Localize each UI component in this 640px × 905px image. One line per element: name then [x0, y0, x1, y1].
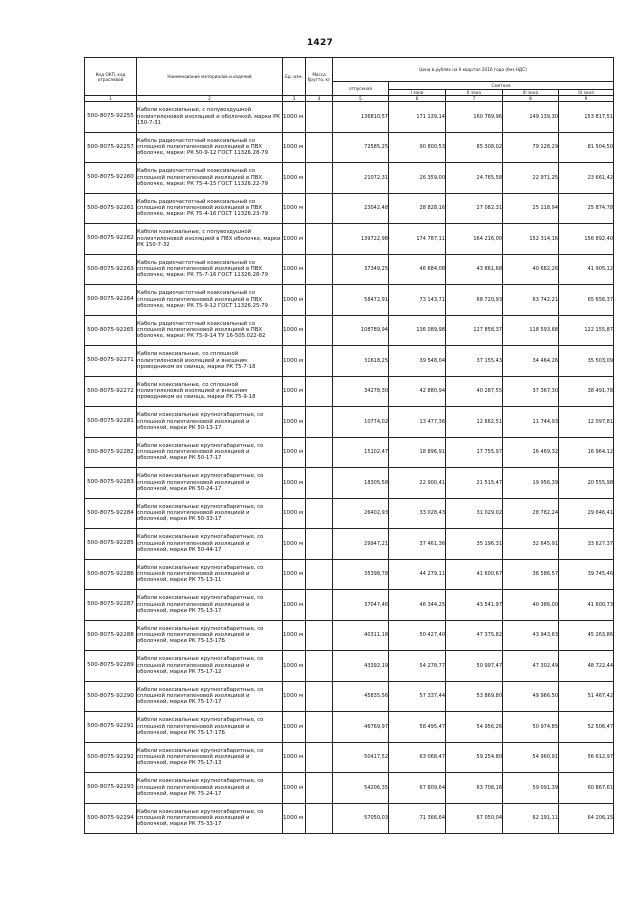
item-mass	[306, 773, 333, 804]
item-name-text: Кабели коаксиальные крупногабаритные, со сплошной полиэтиленовой изоляцией и оболочкой, марки РК 75-24-17	[137, 778, 264, 797]
item-code: 500-8075-92272	[85, 376, 137, 407]
zone-4-price: 35 503,09	[559, 346, 614, 377]
header-unit: Ед. изм.	[283, 58, 306, 96]
item-mass	[306, 163, 333, 194]
zone-2-price: 85 308,02	[446, 132, 503, 163]
item-name-text: Кабели коаксиальные крупногабаритные, со сплошной полиэтиленовой изоляцией и оболочкой, марки РК 50-13-17	[137, 412, 264, 431]
item-mass	[306, 254, 333, 285]
header-zone-2: II зона	[446, 90, 503, 96]
zone-2-price: 63 708,16	[446, 773, 503, 804]
zone-4-price: 48 722,44	[559, 651, 614, 682]
item-name-text: Кабель радиочастотный коаксиальный со сплошной полиэтиленовой изоляцией в ПВХ оболочке, марки: РК 75-9-14 ТУ 16-505.022-82	[137, 320, 266, 340]
zone-2-price: 31 029,02	[446, 498, 503, 529]
release-price: 57050,03	[333, 803, 389, 834]
item-unit: 1000 м	[283, 498, 306, 529]
zone-1-price: 28 828,16	[389, 193, 446, 224]
zone-4-price: 33 627,37	[559, 529, 614, 560]
table-row	[85, 163, 614, 194]
zone-1-price: 136 089,98	[389, 315, 446, 346]
zone-2-price: 53 869,80	[446, 681, 503, 712]
item-name-text: Кабели коаксиальные, со сплошной полиэтиленовой изоляцией и внешним проводником из свинца, марки РК 75-7-18	[137, 351, 256, 370]
item-mass	[306, 224, 333, 255]
item-code: 500-8075-92284	[85, 498, 137, 529]
item-mass	[306, 132, 333, 163]
zone-2-price: 59 254,80	[446, 742, 503, 773]
zone-1-price: 13 477,36	[389, 407, 446, 438]
zone-2-price: 27 082,31	[446, 193, 503, 224]
table-row	[85, 712, 614, 743]
item-name-text: Кабели коаксиальные крупногабаритные, со сплошной полиэтиленовой изоляцией и оболочкой, марки РК 75-17-17Б	[137, 717, 264, 736]
zone-1-price: 71 366,64	[389, 803, 446, 834]
release-price: 18305,58	[333, 468, 389, 499]
item-name	[137, 803, 283, 834]
zone-2-price: 47 375,82	[446, 620, 503, 651]
release-price: 29947,21	[333, 529, 389, 560]
zone-3-price: 118 593,68	[503, 315, 559, 346]
zone-3-price: 34 464,26	[503, 346, 559, 377]
item-name	[137, 376, 283, 407]
header-release: отпускная	[333, 82, 389, 96]
item-unit: 1000 м	[283, 773, 306, 804]
zone-4-price: 41 600,73	[559, 590, 614, 621]
item-code: 500-8075-92286	[85, 559, 137, 590]
item-code: 500-8075-92287	[85, 590, 137, 621]
table-row	[85, 254, 614, 285]
item-name-text: Кабель радиочастотный коаксиальный со сплошной полиэтиленовой изоляцией в ПВХ оболочке, марки: РК 50-9-12 ГОСТ 11326.28-79	[137, 137, 268, 157]
item-code: 500-8075-92285	[85, 529, 137, 560]
item-mass	[306, 285, 333, 316]
item-name-text: Кабель радиочастотный коаксиальный со сплошной полиэтиленовой изоляцией в ПВХ оболочке, марки: РК 75-7-16 ГОСТ 11326.28-79	[137, 259, 268, 279]
zone-3-price: 47 302,49	[503, 651, 559, 682]
zone-3-price: 43 943,63	[503, 620, 559, 651]
zone-3-price: 62 191,11	[503, 803, 559, 834]
zone-2-price: 160 769,96	[446, 102, 503, 133]
zone-3-price: 38 586,57	[503, 559, 559, 590]
item-code: 500-8075-92271	[85, 346, 137, 377]
page-number: 1427	[306, 38, 334, 48]
zone-1-price: 46 684,08	[389, 254, 446, 285]
zone-1-price: 26 359,00	[389, 163, 446, 194]
zone-1-price: 33 028,43	[389, 498, 446, 529]
zone-1-price: 39 548,04	[389, 346, 446, 377]
item-name	[137, 193, 283, 224]
price-table	[84, 57, 614, 834]
item-unit: 1000 м	[283, 468, 306, 499]
zone-4-price: 20 555,98	[559, 468, 614, 499]
zone-4-price: 23 661,42	[559, 163, 614, 194]
item-name	[137, 620, 283, 651]
item-unit: 1000 м	[283, 376, 306, 407]
zone-2-price: 164 216,00	[446, 224, 503, 255]
zone-2-price: 43 541,97	[446, 590, 503, 621]
table-row	[85, 529, 614, 560]
release-price: 108789,94	[333, 315, 389, 346]
zone-3-price: 40 386,00	[503, 590, 559, 621]
item-unit: 1000 м	[283, 681, 306, 712]
release-price: 136810,57	[333, 102, 389, 133]
zone-4-price: 156 892,40	[559, 224, 614, 255]
item-code: 500-8075-92264	[85, 285, 137, 316]
table-row	[85, 407, 614, 438]
release-price: 15102,47	[333, 437, 389, 468]
item-code: 500-8075-92281	[85, 407, 137, 438]
item-unit: 1000 м	[283, 254, 306, 285]
table-row	[85, 376, 614, 407]
zone-3-price: 37 367,30	[503, 376, 559, 407]
column-number: 6	[389, 96, 446, 102]
release-price: 54206,35	[333, 773, 389, 804]
item-name-text: Кабели коаксиальные крупногабаритные, со сплошной полиэтиленовой изоляцией и оболочкой, марки РК 75-13-17	[137, 595, 264, 614]
item-mass	[306, 712, 333, 743]
header-code: Код ОКП, код отраслевой	[85, 58, 137, 96]
item-unit: 1000 м	[283, 407, 306, 438]
zone-4-price: 122 155,87	[559, 315, 614, 346]
item-name	[137, 712, 283, 743]
release-price: 58472,91	[333, 285, 389, 316]
item-mass	[306, 102, 333, 133]
zone-1-price: 90 800,53	[389, 132, 446, 163]
zone-4-price: 52 506,47	[559, 712, 614, 743]
item-name	[137, 559, 283, 590]
table-row	[85, 742, 614, 773]
table-row	[85, 102, 614, 133]
item-name	[137, 742, 283, 773]
item-unit: 1000 м	[283, 437, 306, 468]
item-mass	[306, 376, 333, 407]
zone-3-price: 25 118,94	[503, 193, 559, 224]
table-row	[85, 437, 614, 468]
release-price: 72585,25	[333, 132, 389, 163]
item-unit: 1000 м	[283, 559, 306, 590]
zone-4-price: 81 504,50	[559, 132, 614, 163]
zone-2-price: 40 287,55	[446, 376, 503, 407]
item-code: 500-8075-92263	[85, 254, 137, 285]
item-code: 500-8075-92293	[85, 773, 137, 804]
zone-2-price: 50 997,47	[446, 651, 503, 682]
column-number: 4	[306, 96, 333, 102]
item-name-text: Кабели коаксиальные крупногабаритные, со сплошной полиэтиленовой изоляцией и оболочкой, марки РК 50-24-17	[137, 473, 264, 492]
zone-2-price: 37 155,43	[446, 346, 503, 377]
item-code: 500-8075-92255	[85, 102, 137, 133]
column-number: 1	[85, 96, 137, 102]
item-name	[137, 315, 283, 346]
table-row	[85, 681, 614, 712]
item-name-text: Кабели коаксиальные, с полувоздушной полиэтиленовой изоляцией в ПВХ оболочке, марки РК 150-7-32	[137, 229, 281, 248]
zone-3-price: 149 139,30	[503, 102, 559, 133]
item-code: 500-8075-92292	[85, 742, 137, 773]
item-mass	[306, 407, 333, 438]
zone-2-price: 12 662,51	[446, 407, 503, 438]
item-unit: 1000 м	[283, 803, 306, 834]
item-unit: 1000 м	[283, 193, 306, 224]
item-name	[137, 773, 283, 804]
table-row	[85, 620, 614, 651]
item-code: 500-8075-92262	[85, 224, 137, 255]
table-row	[85, 315, 614, 346]
zone-3-price: 59 091,39	[503, 773, 559, 804]
item-name	[137, 498, 283, 529]
zone-1-price: 42 880,94	[389, 376, 446, 407]
item-unit: 1000 м	[283, 285, 306, 316]
release-price: 37349,25	[333, 254, 389, 285]
zone-3-price: 79 128,29	[503, 132, 559, 163]
zone-1-price: 171 139,14	[389, 102, 446, 133]
zone-1-price: 73 143,71	[389, 285, 446, 316]
release-price: 31618,25	[333, 346, 389, 377]
zone-4-price: 60 867,61	[559, 773, 614, 804]
release-price: 139722,98	[333, 224, 389, 255]
item-unit: 1000 м	[283, 102, 306, 133]
zone-1-price: 44 279,11	[389, 559, 446, 590]
item-code: 500-8075-92289	[85, 651, 137, 682]
item-mass	[306, 651, 333, 682]
table-row	[85, 559, 614, 590]
release-price: 10774,02	[333, 407, 389, 438]
table-row	[85, 346, 614, 377]
item-unit: 1000 м	[283, 712, 306, 743]
column-number: 5	[333, 96, 389, 102]
item-code: 500-8075-92291	[85, 712, 137, 743]
item-name	[137, 285, 283, 316]
zone-4-price: 64 206,15	[559, 803, 614, 834]
item-mass	[306, 742, 333, 773]
zone-1-price: 58 495,47	[389, 712, 446, 743]
zone-1-price: 46 344,25	[389, 590, 446, 621]
item-name-text: Кабели коаксиальные крупногабаритные, со сплошной полиэтиленовой изоляцией и оболочкой, марки РК 75-17-13	[137, 747, 264, 767]
zone-4-price: 153 817,51	[559, 102, 614, 133]
header-estimate: Сметная	[389, 82, 614, 90]
item-unit: 1000 м	[283, 163, 306, 194]
table-row	[85, 590, 614, 621]
item-name-text: Кабели коаксиальные, со сплошной полиэтиленовой изоляцией и внешним проводником из свинца, марки РК 75-9-18	[137, 381, 256, 401]
zone-2-price: 68 720,93	[446, 285, 503, 316]
zone-4-price: 25 874,78	[559, 193, 614, 224]
item-mass	[306, 803, 333, 834]
zone-3-price: 63 742,21	[503, 285, 559, 316]
zone-1-price: 22 900,41	[389, 468, 446, 499]
item-mass	[306, 468, 333, 499]
header-zone-1: I зона	[389, 90, 446, 96]
item-name-text: Кабели коаксиальные крупногабаритные, со сплошной полиэтиленовой изоляцией и оболочкой, марки РК 75-33-17	[137, 808, 264, 828]
zone-3-price: 22 971,25	[503, 163, 559, 194]
item-mass	[306, 620, 333, 651]
zone-3-price: 11 744,93	[503, 407, 559, 438]
table-row	[85, 224, 614, 255]
zone-2-price: 17 755,97	[446, 437, 503, 468]
item-name	[137, 163, 283, 194]
zone-3-price: 54 960,91	[503, 742, 559, 773]
item-name-text: Кабели коаксиальные крупногабаритные, со сплошной полиэтиленовой изоляцией и оболочкой, марки РК 75-17-17	[137, 686, 264, 706]
column-number: 3	[283, 96, 306, 102]
zone-1-price: 54 278,77	[389, 651, 446, 682]
release-price: 34278,30	[333, 376, 389, 407]
zone-4-price: 39 745,46	[559, 559, 614, 590]
item-name-text: Кабели коаксиальные крупногабаритные, со сплошной полиэтиленовой изоляцией и оболочкой, марки РК 75-13-11	[137, 564, 264, 584]
release-price: 21072,31	[333, 163, 389, 194]
item-unit: 1000 м	[283, 346, 306, 377]
item-unit: 1000 м	[283, 132, 306, 163]
item-unit: 1000 м	[283, 529, 306, 560]
item-name	[137, 529, 283, 560]
table-row	[85, 132, 614, 163]
zone-2-price: 21 515,47	[446, 468, 503, 499]
zone-4-price: 65 656,37	[559, 285, 614, 316]
zone-4-price: 16 964,12	[559, 437, 614, 468]
zone-2-price: 35 196,31	[446, 529, 503, 560]
item-unit: 1000 м	[283, 590, 306, 621]
table-row	[85, 468, 614, 499]
release-price: 46769,97	[333, 712, 389, 743]
item-name	[137, 346, 283, 377]
item-name	[137, 102, 283, 133]
table-row	[85, 193, 614, 224]
item-code: 500-8075-92290	[85, 681, 137, 712]
release-price: 40311,18	[333, 620, 389, 651]
header-price-group: Цена в рублях на II квартал 2016 года (без НДС)	[333, 58, 614, 82]
item-name-text: Кабели коаксиальные, с полувоздушной полиэтиленовой изоляцией и оболочкой, марки РК 150-7-31	[137, 107, 281, 126]
table-row	[85, 773, 614, 804]
zone-4-price: 41 905,12	[559, 254, 614, 285]
column-number: 8	[503, 96, 559, 102]
item-name	[137, 681, 283, 712]
item-code: 500-8075-92288	[85, 620, 137, 651]
zone-2-price: 54 956,26	[446, 712, 503, 743]
zone-3-price: 152 314,16	[503, 224, 559, 255]
release-price: 37047,46	[333, 590, 389, 621]
item-name	[137, 254, 283, 285]
item-name	[137, 407, 283, 438]
zone-1-price: 57 337,44	[389, 681, 446, 712]
item-code: 500-8075-92283	[85, 468, 137, 499]
zone-4-price: 56 612,97	[559, 742, 614, 773]
release-price: 43392,19	[333, 651, 389, 682]
item-unit: 1000 м	[283, 620, 306, 651]
release-price: 26402,93	[333, 498, 389, 529]
item-name	[137, 224, 283, 255]
item-mass	[306, 681, 333, 712]
column-number: 9	[559, 96, 614, 102]
zone-3-price: 28 782,24	[503, 498, 559, 529]
item-code: 500-8075-92282	[85, 437, 137, 468]
zone-2-price: 41 600,67	[446, 559, 503, 590]
table-row	[85, 651, 614, 682]
item-mass	[306, 346, 333, 377]
column-number: 7	[446, 96, 503, 102]
item-unit: 1000 м	[283, 651, 306, 682]
item-code: 500-8075-92265	[85, 315, 137, 346]
item-mass	[306, 590, 333, 621]
item-name-text: Кабели коаксиальные крупногабаритные, со сплошной полиэтиленовой изоляцией и оболочкой, марки РК 75-17-12	[137, 656, 264, 675]
item-name-text: Кабели коаксиальные крупногабаритные, со сплошной полиэтиленовой изоляцией и оболочкой, марки РК 50-33-17	[137, 503, 264, 523]
release-price: 23042,48	[333, 193, 389, 224]
item-code: 500-8075-92260	[85, 163, 137, 194]
item-unit: 1000 м	[283, 315, 306, 346]
zone-2-price: 43 861,68	[446, 254, 503, 285]
zone-2-price: 127 858,37	[446, 315, 503, 346]
header-mass: Масса брутто, кг	[306, 58, 333, 96]
zone-3-price: 19 956,39	[503, 468, 559, 499]
zone-1-price: 67 809,64	[389, 773, 446, 804]
item-mass	[306, 315, 333, 346]
item-unit: 1000 м	[283, 224, 306, 255]
release-price: 45835,56	[333, 681, 389, 712]
table-row	[85, 803, 614, 834]
item-unit: 1000 м	[283, 742, 306, 773]
zone-4-price: 12 097,81	[559, 407, 614, 438]
item-mass	[306, 498, 333, 529]
header-zone-3: III зона	[503, 90, 559, 96]
zone-4-price: 51 467,42	[559, 681, 614, 712]
zone-3-price: 49 966,50	[503, 681, 559, 712]
header-zone-4: IV зона	[559, 90, 614, 96]
zone-4-price: 38 491,78	[559, 376, 614, 407]
release-price: 50417,52	[333, 742, 389, 773]
zone-3-price: 32 645,91	[503, 529, 559, 560]
item-name-text: Кабель радиочастотный коаксиальный со сплошной полиэтиленовой изоляцией в ПВХ оболочке, марки: РК 75-4-15 ГОСТ 11326.22-79	[137, 168, 268, 187]
zone-1-price: 63 068,47	[389, 742, 446, 773]
zone-2-price: 24 765,58	[446, 163, 503, 194]
item-mass	[306, 559, 333, 590]
item-name	[137, 590, 283, 621]
item-mass	[306, 529, 333, 560]
item-mass	[306, 437, 333, 468]
header-name: Наименование материалов и изделий	[137, 58, 283, 96]
item-name	[137, 132, 283, 163]
release-price: 35398,78	[333, 559, 389, 590]
item-name	[137, 437, 283, 468]
item-name	[137, 651, 283, 682]
zone-1-price: 50 427,40	[389, 620, 446, 651]
zone-1-price: 174 787,11	[389, 224, 446, 255]
table-row	[85, 498, 614, 529]
zone-3-price: 40 682,26	[503, 254, 559, 285]
item-name	[137, 468, 283, 499]
column-number: 2	[137, 96, 283, 102]
item-name-text: Кабели коаксиальные крупногабаритные, со сплошной полиэтиленовой изоляцией и оболочкой, марки РК 75-13-17Б	[137, 625, 264, 645]
zone-1-price: 18 896,91	[389, 437, 446, 468]
item-code: 500-8075-92294	[85, 803, 137, 834]
item-name-text: Кабели коаксиальные крупногабаритные, со сплошной полиэтиленовой изоляцией и оболочкой, марки РК 50-44-17	[137, 534, 264, 553]
zone-3-price: 16 469,32	[503, 437, 559, 468]
item-code: 500-8075-92257	[85, 132, 137, 163]
zone-3-price: 50 974,85	[503, 712, 559, 743]
zone-1-price: 37 461,36	[389, 529, 446, 560]
item-name-text: Кабель радиочастотный коаксиальный со сплошной полиэтиленовой изоляцией в ПВХ оболочке, марки: РК 75-4-16 ГОСТ 11326.23-79	[137, 198, 268, 218]
item-code: 500-8075-92261	[85, 193, 137, 224]
table-row	[85, 285, 614, 316]
zone-4-price: 45 263,86	[559, 620, 614, 651]
zone-4-price: 29 646,41	[559, 498, 614, 529]
zone-2-price: 67 050,04	[446, 803, 503, 834]
item-mass	[306, 193, 333, 224]
item-name-text: Кабели коаксиальные крупногабаритные, со сплошной полиэтиленовой изоляцией и оболочкой, марки РК 50-17-17	[137, 442, 264, 462]
item-name-text: Кабель радиочастотный коаксиальный со сплошной полиэтиленовой изоляцией в ПВХ оболочке, марки: РК 75-9-12 ГОСТ 11326.25-79	[137, 290, 268, 309]
